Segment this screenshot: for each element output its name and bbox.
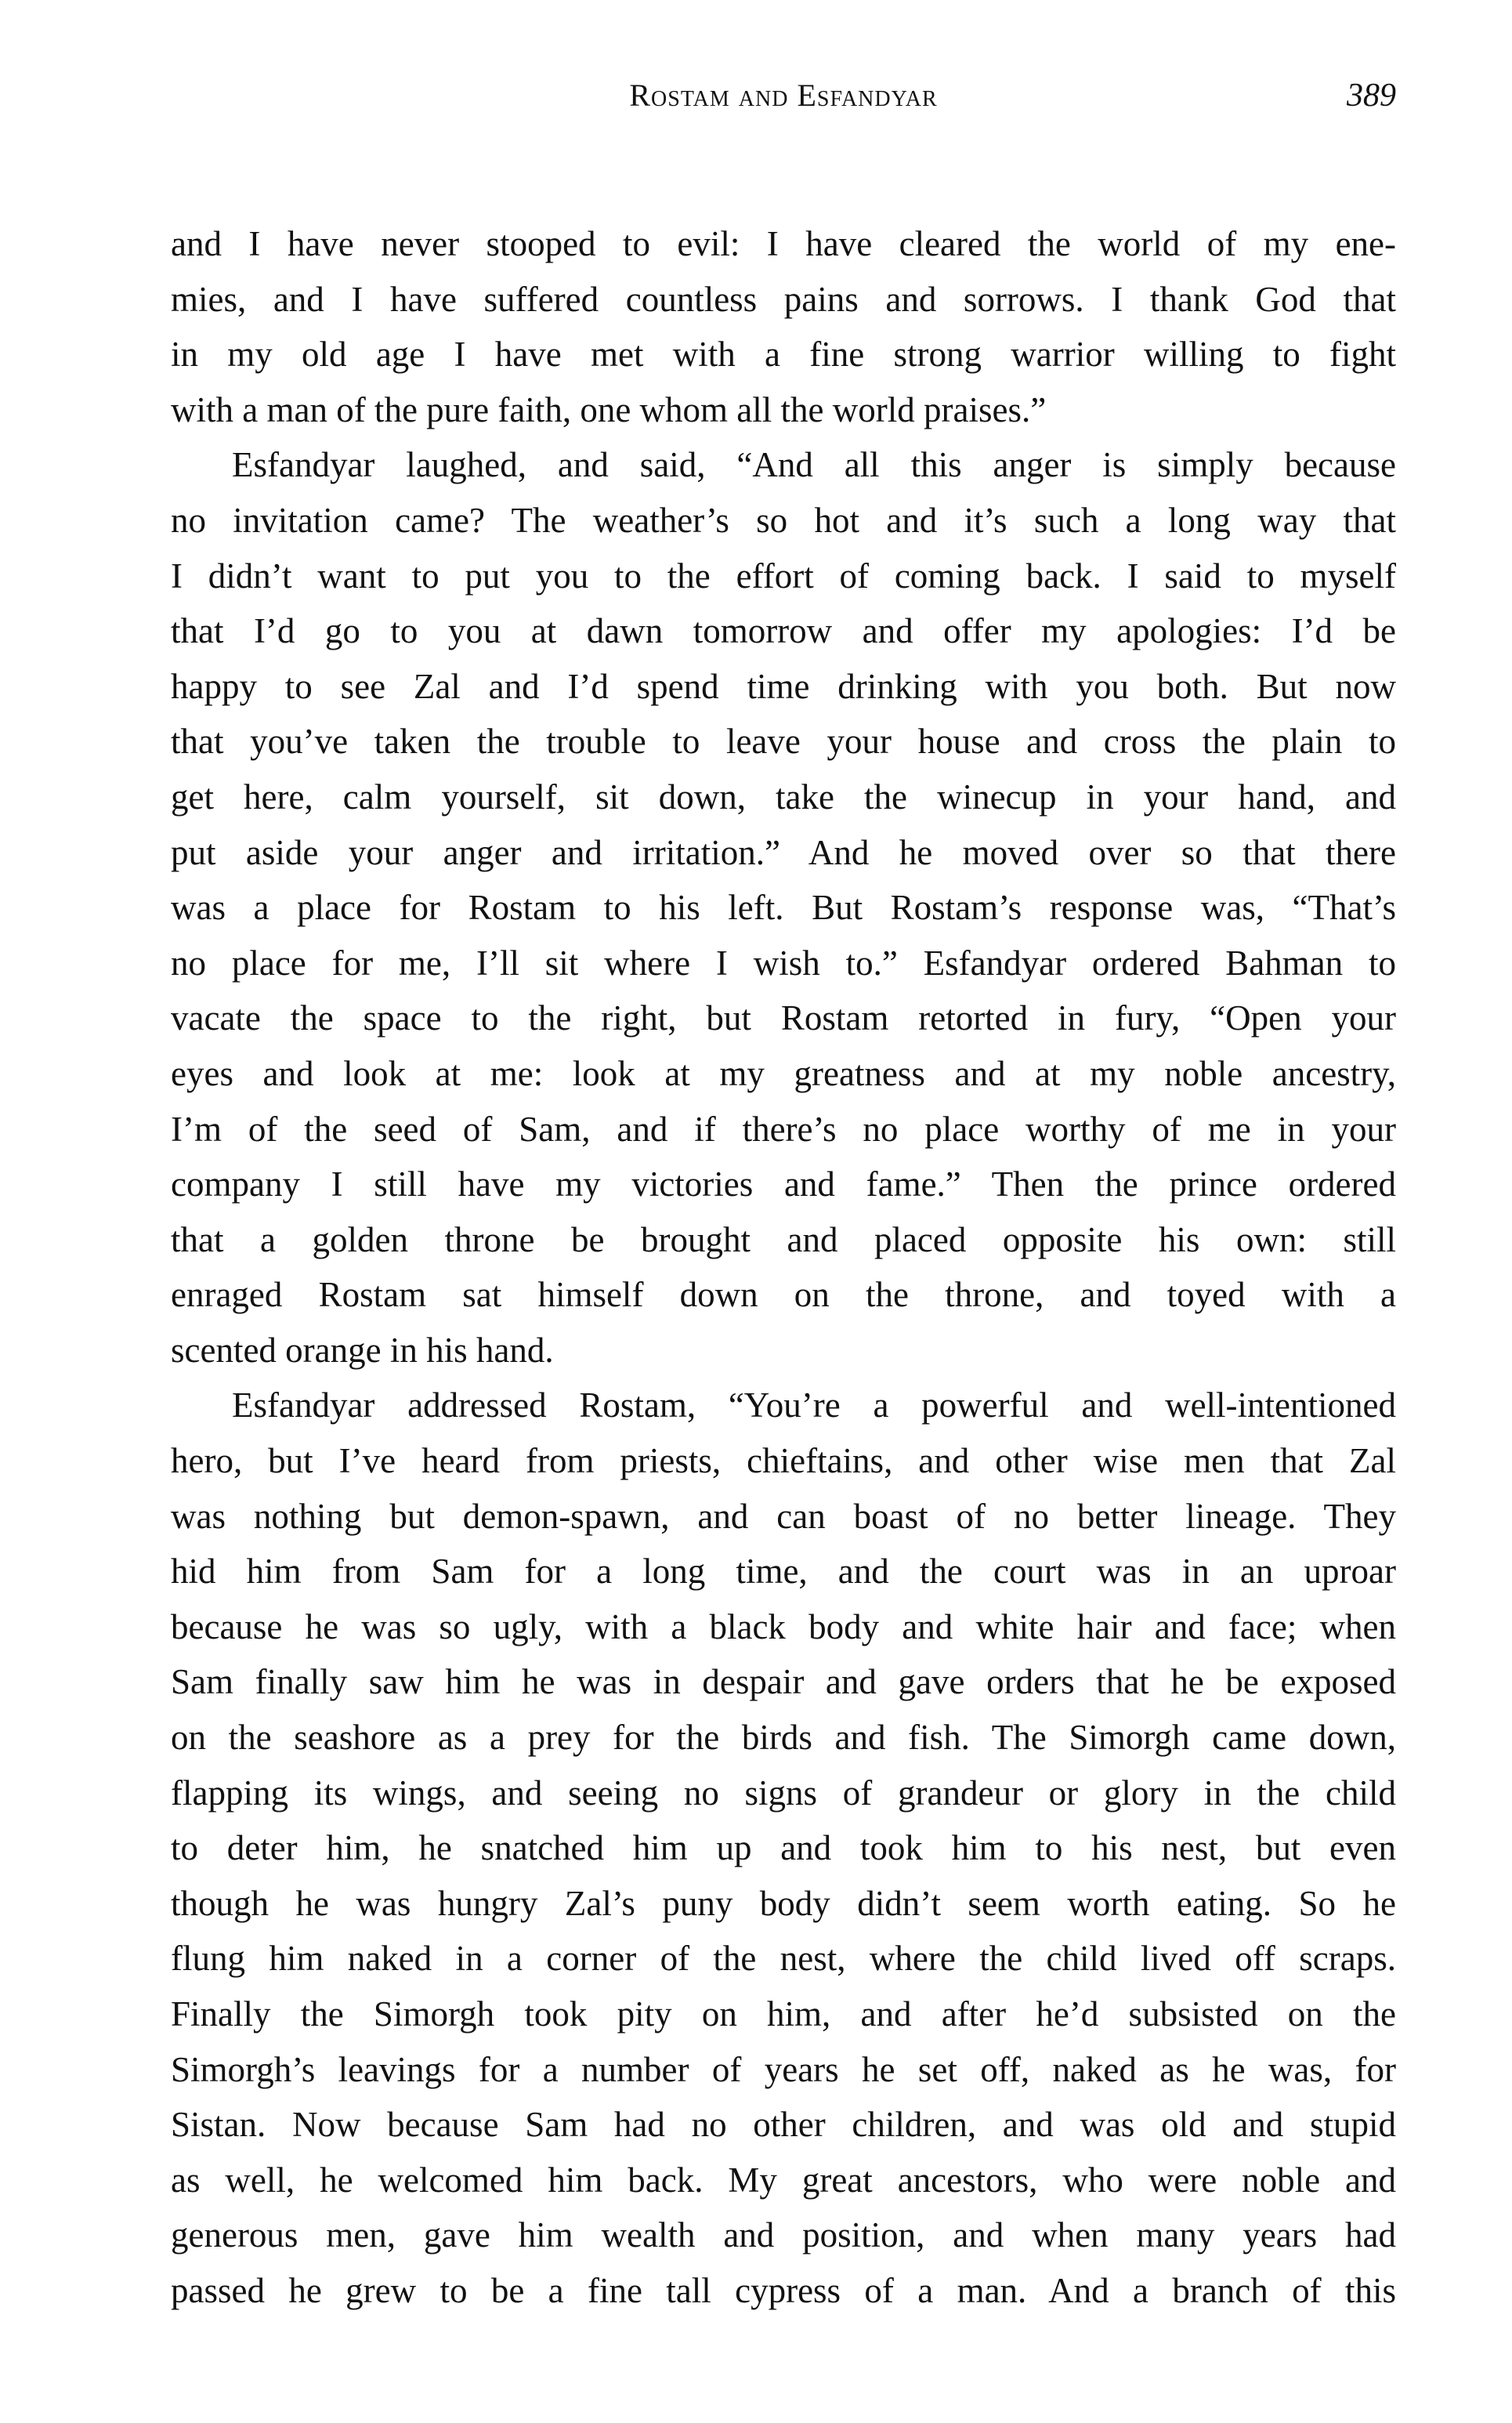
text-line: was nothing but demon-spawn, and can boast of no better lineage. They [171,1496,1396,1536]
text-line: was a place for Rostam to his left. But Rostam’s response was, “That’s [171,888,1396,928]
text-line: though he was hungry Zal’s puny body didn’t seem worth eating. So he [171,1883,1396,1923]
text-line: eyes and look at me: look at my greatness and at my noble ancestry, [171,1053,1396,1093]
text-line: I’m of the seed of Sam, and if there’s no place worthy of me in your [171,1109,1396,1149]
text-line: mies, and I have suffered countless pains and sorrows. I thank God that [171,279,1396,319]
text-line: flung him naked in a corner of the nest, where the child lived off scraps. [171,1939,1396,1979]
running-head [171,77,1396,124]
text-line: company I still have my victories and fame.” Then the prince ordered [171,1164,1396,1204]
text-line: Simorgh’s leavings for a number of years he set off, naked as he was, for [171,2049,1396,2089]
text-line: with a man of the pure faith, one whom all the world praises.” [171,389,1047,429]
text-line: no invitation came? The weather’s so hot and it’s such a long way that [171,500,1396,540]
text-line: hid him from Sam for a long time, and the court was in an uproar [171,1552,1396,1592]
text-line: to deter him, he snatched him up and took him to his nest, but even [171,1828,1396,1868]
text-line: and I have never stooped to evil: I have cleared the world of my ene- [171,224,1396,263]
text-line: vacate the space to the right, but Rostam retorted in fury, “Open your [171,998,1396,1038]
text-line: because he was so ugly, with a black body and white hair and face; when [171,1606,1396,1646]
text-line: hero, but I’ve heard from priests, chieftains, and other wise men that Zal [171,1441,1396,1481]
text-line: Esfandyar laughed, and said, “And all this anger is simply because [232,445,1396,485]
text-line: Esfandyar addressed Rostam, “You’re a powerful and well-intentioned [232,1385,1396,1425]
text-line: generous men, gave him wealth and position, and when many years had [171,2215,1396,2255]
text-line: that you’ve taken the trouble to leave your house and cross the plain to [171,722,1396,762]
text-line: Finally the Simorgh took pity on him, and after he’d subsisted on the [171,1994,1396,2034]
text-line: enraged Rostam sat himself down on the throne, and toyed with a [171,1275,1396,1315]
text-line: scented orange in his hand. [171,1330,554,1370]
text-line: no place for me, I’ll sit where I wish to.” Esfandyar ordered Bahman to [171,943,1396,983]
text-line: that I’d go to you at dawn tomorrow and offer my apologies: I’d be [171,611,1396,651]
text-line: Sam finally saw him he was in despair and gave orders that he be exposed [171,1662,1396,1702]
text-line: put aside your anger and irritation.” And he moved over so that there [171,832,1396,872]
text-line: Sistan. Now because Sam had no other children, and was old and stupid [171,2105,1396,2145]
body-text [171,216,1396,2319]
page-number: 389 [1347,78,1396,114]
text-line: get here, calm yourself, sit down, take the winecup in your hand, and [171,777,1396,817]
text-line: happy to see Zal and I’d spend time drinking with you both. But now [171,666,1396,706]
text-line: in my old age I have met with a fine strong warrior willing to fight [171,335,1396,375]
text-line: that a golden throne be brought and placed opposite his own: still [171,1219,1396,1259]
text-line: flapping its wings, and seeing no signs of grandeur or glory in the child [171,1773,1396,1813]
running-head-title: Rostam and Esfandyar [629,78,938,113]
text-line: I didn’t want to put you to the effort of coming back. I said to myself [171,556,1396,596]
text-line: on the seashore as a prey for the birds and fish. The Simorgh came down, [171,1718,1396,1758]
text-line: passed he grew to be a fine tall cypress of a man. And a branch of this [171,2270,1396,2310]
text-line: as well, he welcomed him back. My great ancestors, who were noble and [171,2160,1396,2200]
